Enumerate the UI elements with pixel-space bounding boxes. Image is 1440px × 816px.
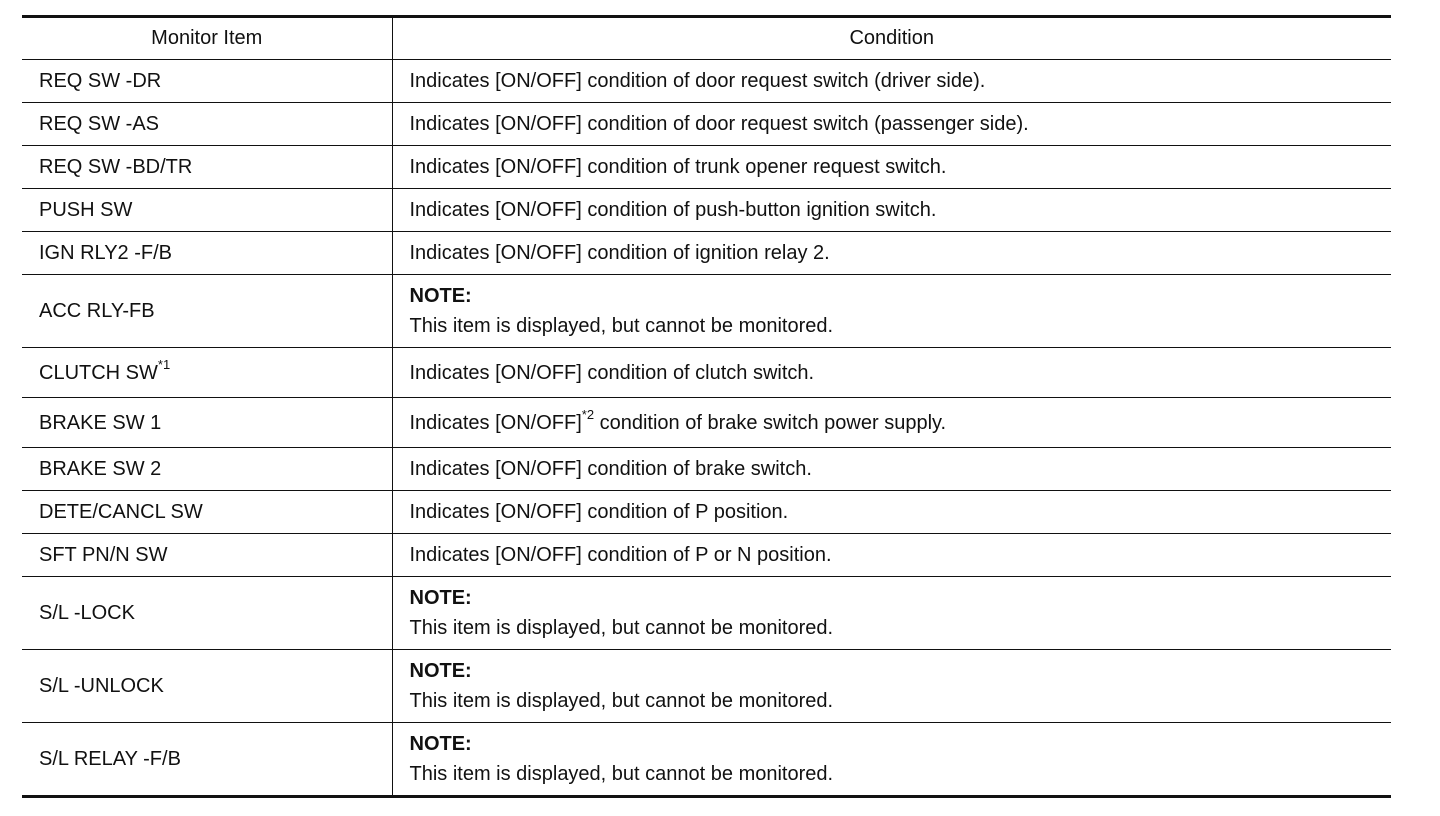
footnote-marker: *1	[157, 356, 171, 372]
condition-cell: Indicates [ON/OFF] condition of trunk opener request switch.	[392, 146, 1391, 189]
table-row	[22, 60, 1391, 103]
monitor-item-cell: REQ SW -BD/TR	[22, 146, 392, 189]
monitor-item-cell: BRAKE SW 2	[22, 448, 392, 491]
note-label: NOTE:	[409, 587, 472, 609]
note-text: This item is displayed, but cannot be monitored.	[409, 315, 834, 337]
monitor-item-cell: S/L -UNLOCK	[22, 650, 392, 723]
note-text: This item is displayed, but cannot be monitored.	[409, 690, 834, 712]
note-text: This item is displayed, but cannot be monitored.	[409, 617, 834, 639]
monitor-item-cell: REQ SW -AS	[22, 103, 392, 146]
monitor-item-cell: PUSH SW	[22, 189, 392, 232]
condition-cell	[392, 577, 1391, 650]
monitor-item-cell: REQ SW -DR	[22, 60, 392, 103]
condition-cell: Indicates [ON/OFF] condition of P or N position.	[392, 534, 1391, 577]
condition-text-end: condition of brake switch power supply.	[594, 411, 947, 434]
monitor-item-cell: ACC RLY-FB	[22, 275, 392, 348]
monitor-item-cell: DETE/CANCL SW	[22, 491, 392, 534]
monitor-item-cell: IGN RLY2 -F/B	[22, 232, 392, 275]
table-row	[22, 398, 1391, 448]
condition-cell: Indicates [ON/OFF] condition of push-button ignition switch.	[392, 189, 1391, 232]
table-row	[22, 723, 1391, 797]
condition-cell	[392, 650, 1391, 723]
table-row	[22, 650, 1391, 723]
table-row	[22, 491, 1391, 534]
note-label: NOTE:	[409, 660, 472, 682]
condition-text-start: Indicates [ON/OFF]	[409, 411, 582, 434]
monitor-item-cell: S/L RELAY -F/B	[22, 723, 392, 797]
condition-cell	[392, 275, 1391, 348]
condition-cell: Indicates [ON/OFF] condition of door request switch (driver side).	[392, 60, 1391, 103]
table-row	[22, 534, 1391, 577]
table-row	[22, 348, 1391, 398]
table-row	[22, 146, 1391, 189]
condition-cell: Indicates [ON/OFF] condition of P position.	[392, 491, 1391, 534]
condition-cell: Indicates [ON/OFF] condition of door request switch (passenger side).	[392, 103, 1391, 146]
table-row	[22, 448, 1391, 491]
table-header-row	[22, 17, 1391, 60]
note-text: This item is displayed, but cannot be monitored.	[409, 763, 834, 785]
monitor-item-cell: SFT PN/N SW	[22, 534, 392, 577]
monitor-item-label: CLUTCH SW	[39, 361, 158, 384]
table-row	[22, 577, 1391, 650]
header-condition: Condition	[392, 17, 1391, 60]
condition-cell: Indicates [ON/OFF] condition of ignition relay 2.	[392, 232, 1391, 275]
condition-cell	[392, 398, 1391, 448]
table-row	[22, 103, 1391, 146]
monitor-item-cell: BRAKE SW 1	[22, 398, 392, 448]
monitor-item-table	[22, 15, 1391, 798]
table-row	[22, 232, 1391, 275]
footnote-marker: *2	[581, 406, 595, 422]
table-row	[22, 275, 1391, 348]
table-row	[22, 189, 1391, 232]
condition-cell	[392, 723, 1391, 797]
header-monitor-item: Monitor Item	[22, 17, 392, 60]
note-label: NOTE:	[409, 285, 472, 307]
condition-cell: Indicates [ON/OFF] condition of brake switch.	[392, 448, 1391, 491]
condition-cell: Indicates [ON/OFF] condition of clutch switch.	[392, 348, 1391, 398]
note-label: NOTE:	[409, 733, 472, 755]
monitor-item-cell	[22, 348, 392, 398]
monitor-item-cell: S/L -LOCK	[22, 577, 392, 650]
